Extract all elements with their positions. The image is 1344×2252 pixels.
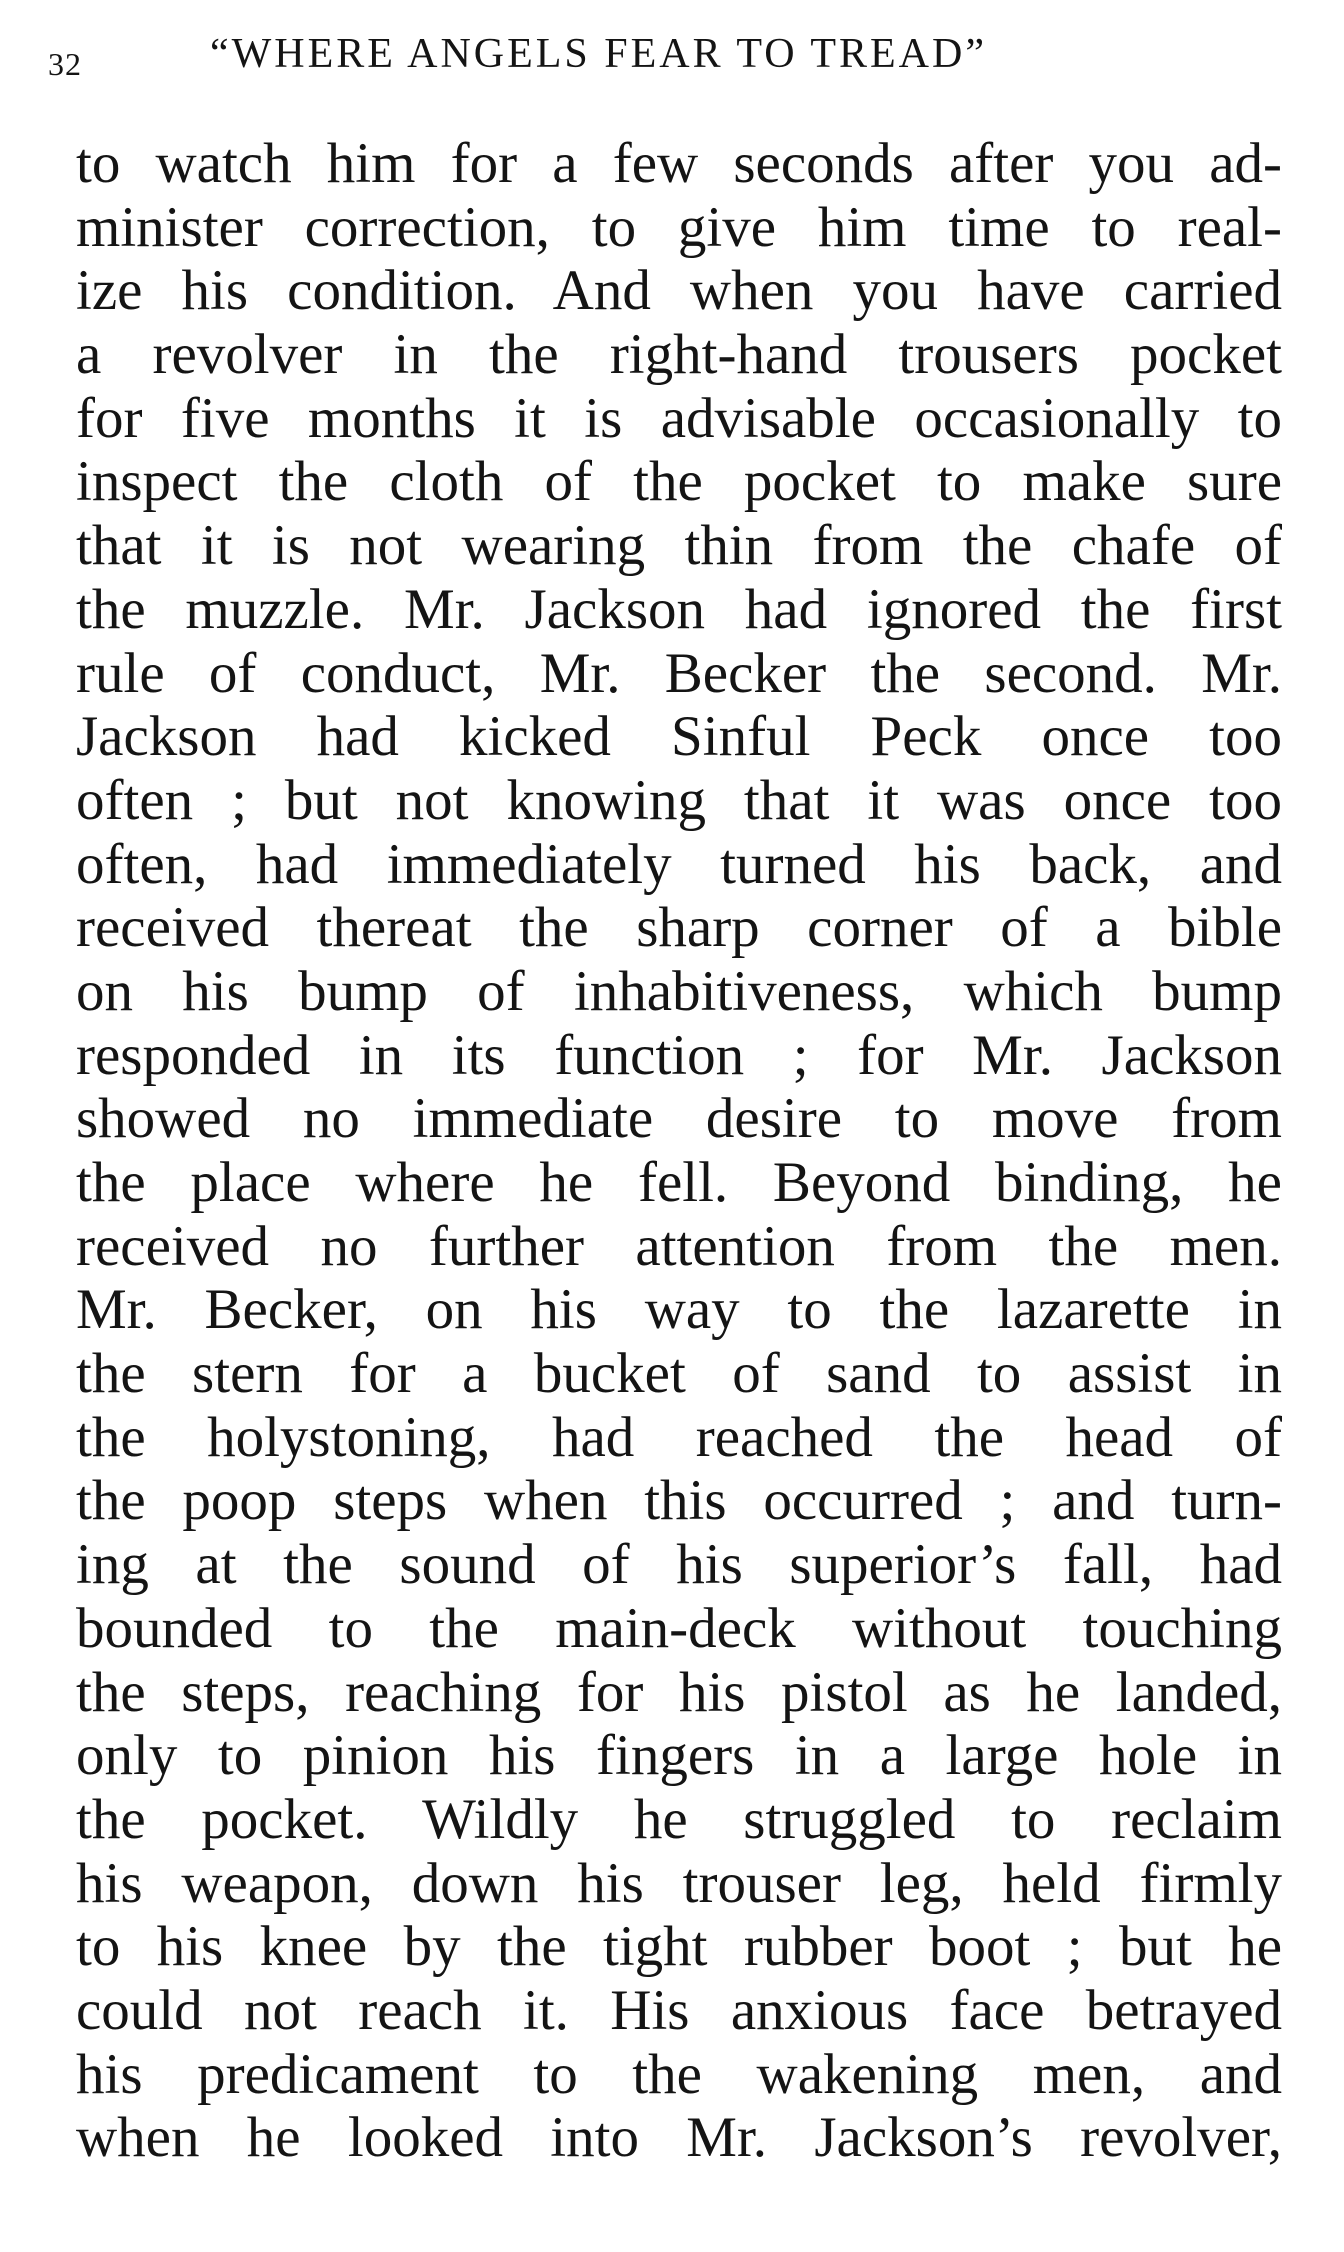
text-line: the pocket. Wildly he struggled to reclaim xyxy=(76,1787,1282,1851)
text-line: Mr. Becker, on his way to the lazarette in xyxy=(76,1278,1282,1342)
running-title: “WHERE ANGELS FEAR TO TREAD” xyxy=(210,31,987,77)
body-text xyxy=(76,132,1282,2170)
text-line: when he looked into Mr. Jackson’s revolver, xyxy=(76,2106,1282,2170)
text-line: the place where he fell. Beyond binding, he xyxy=(76,1151,1282,1214)
text-line: only to pinion his fingers in a large hole in xyxy=(76,1724,1282,1788)
text-line: responded in its function ; for Mr. Jackson xyxy=(76,1023,1282,1087)
text-line: rule of conduct, Mr. Becker the second. Mr. xyxy=(76,641,1282,705)
text-line: the muzzle. Mr. Jackson had ignored the first xyxy=(76,577,1282,641)
text-line: could not reach it. His anxious face betrayed xyxy=(76,1978,1282,2042)
text-line: a revolver in the right-hand trousers pocket xyxy=(76,323,1282,387)
text-line: to his knee by the tight rubber boot ; but he xyxy=(76,1915,1282,1979)
page-header xyxy=(48,28,1248,88)
text-line: the poop steps when this occurred ; and turn- xyxy=(76,1469,1282,1533)
text-line: received thereat the sharp corner of a bible xyxy=(76,896,1282,960)
text-line: bounded to the main-deck without touching xyxy=(76,1596,1282,1660)
text-line: the holystoning, had reached the head of xyxy=(76,1405,1282,1469)
text-line: his predicament to the wakening men, and xyxy=(76,2042,1282,2106)
text-line: often, had immediately turned his back, and xyxy=(76,832,1282,896)
text-line: ing at the sound of his superior’s fall, had xyxy=(76,1533,1282,1597)
text-line: that it is not wearing thin from the chafe of xyxy=(76,514,1282,578)
text-line: to watch him for a few seconds after you ad- xyxy=(76,132,1282,195)
text-line: ize his condition. And when you have carried xyxy=(76,259,1282,323)
text-line: on his bump of inhabitiveness, which bump xyxy=(76,959,1282,1023)
text-line: his weapon, down his trouser leg, held firmly xyxy=(76,1851,1282,1915)
text-line: the stern for a bucket of sand to assist in xyxy=(76,1342,1282,1406)
text-line: received no further attention from the men. xyxy=(76,1214,1282,1278)
page-number: 32 xyxy=(48,46,82,82)
text-line: Jackson had kicked Sinful Peck once too xyxy=(76,705,1282,769)
text-line: for five months it is advisable occasionally to xyxy=(76,386,1282,450)
text-line: minister correction, to give him time to real- xyxy=(76,195,1282,259)
text-line: inspect the cloth of the pocket to make sure xyxy=(76,450,1282,514)
text-line: often ; but not knowing that it was once too xyxy=(76,768,1282,832)
text-line: showed no immediate desire to move from xyxy=(76,1087,1282,1151)
text-line: the steps, reaching for his pistol as he landed, xyxy=(76,1660,1282,1724)
